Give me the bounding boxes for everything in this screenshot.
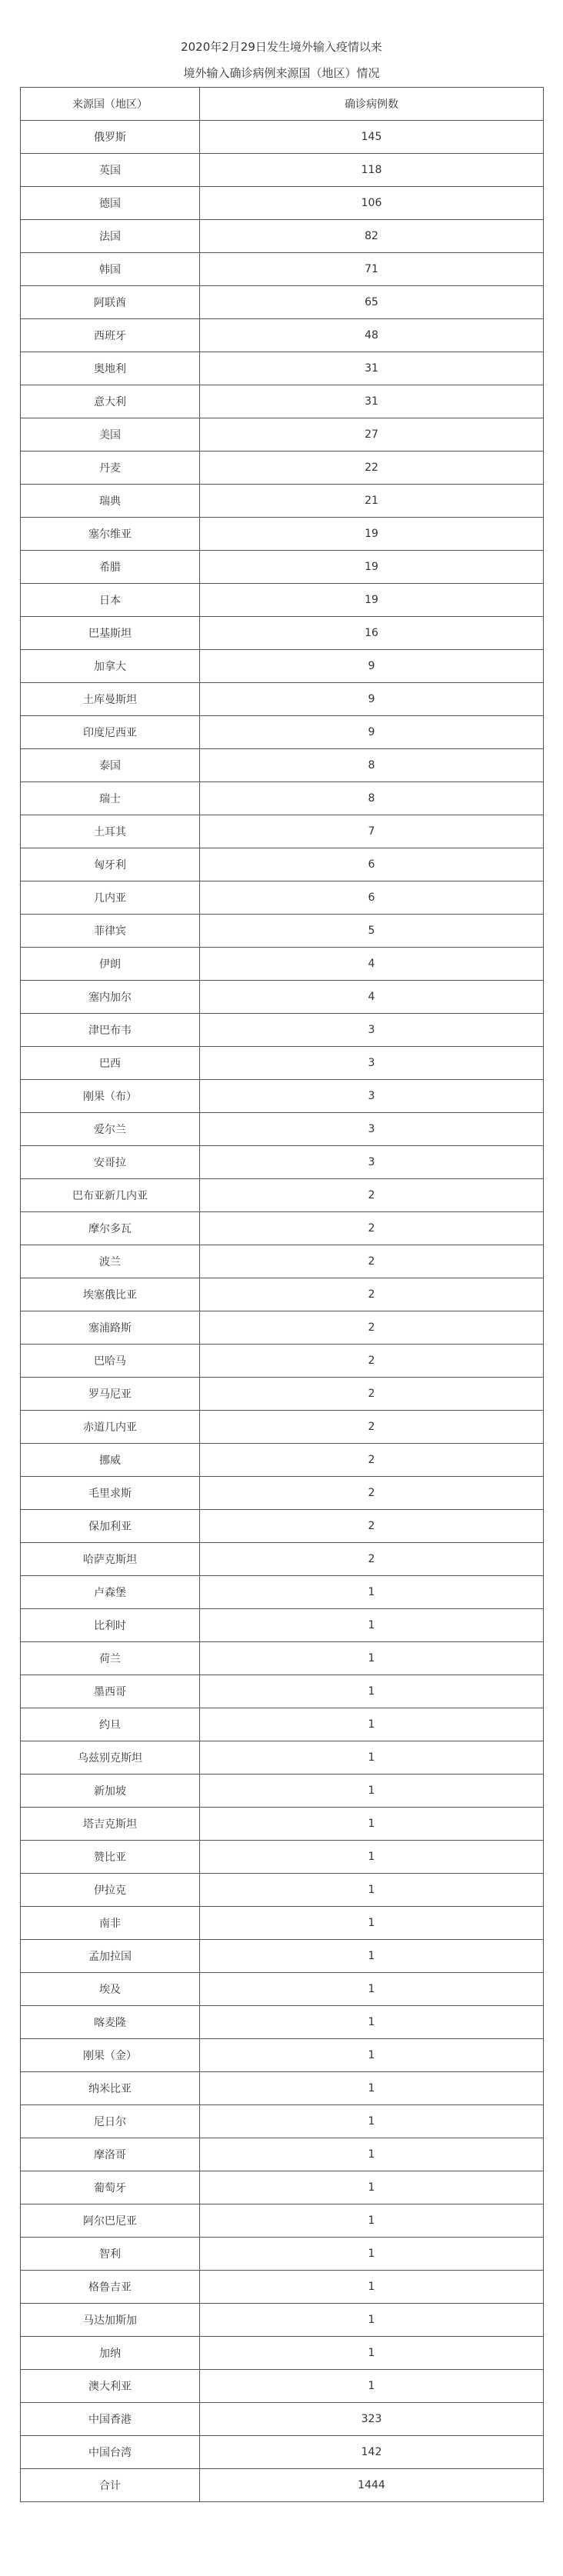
case-count-cell: 27: [200, 418, 544, 452]
case-count-cell: 2: [200, 1212, 544, 1245]
case-count-cell: 5: [200, 915, 544, 948]
country-cell: 埃及: [21, 1973, 200, 2006]
table-row: [21, 683, 544, 716]
country-cell: 瑞典: [21, 485, 200, 518]
case-count-cell: 1: [200, 1775, 544, 1808]
column-header-country: 来源国（地区）: [21, 88, 200, 121]
case-count-cell: 323: [200, 2403, 544, 2436]
case-count-cell: 9: [200, 716, 544, 749]
table-row: [21, 485, 544, 518]
case-count-cell: 2: [200, 1543, 544, 1576]
table-row: [21, 2039, 544, 2072]
case-count-cell: 1: [200, 2039, 544, 2072]
case-count-cell: 21: [200, 485, 544, 518]
table-row: [21, 2138, 544, 2171]
table-row: [21, 154, 544, 187]
country-cell: 卢森堡: [21, 1576, 200, 1609]
table-row: [21, 981, 544, 1014]
document-subtitle: 境外输入确诊病例来源国（地区）情况: [183, 66, 380, 80]
table-row: [21, 1940, 544, 1973]
country-cell: 荷兰: [21, 1642, 200, 1675]
table-row: [21, 1609, 544, 1642]
country-cell: 毛里求斯: [21, 1477, 200, 1510]
case-count-cell: 1: [200, 2204, 544, 2238]
table-row: [21, 2469, 544, 2502]
table-row: [21, 551, 544, 584]
country-cell: 津巴布韦: [21, 1014, 200, 1047]
case-count-cell: 16: [200, 617, 544, 650]
country-cell: 安哥拉: [21, 1146, 200, 1179]
case-count-cell: 19: [200, 584, 544, 617]
country-cell: 加拿大: [21, 650, 200, 683]
table-row: [21, 1047, 544, 1080]
table-row: [21, 650, 544, 683]
country-cell: 塞浦路斯: [21, 1311, 200, 1345]
country-cell: 乌兹别克斯坦: [21, 1741, 200, 1775]
table-row: [21, 352, 544, 385]
table-row: [21, 2105, 544, 2138]
country-cell: 爱尔兰: [21, 1113, 200, 1146]
case-count-cell: 2: [200, 1510, 544, 1543]
table-row: [21, 2304, 544, 2337]
table-row: [21, 220, 544, 253]
case-count-cell: 1: [200, 1741, 544, 1775]
table-row: [21, 452, 544, 485]
table-row: [21, 286, 544, 319]
case-count-cell: 1: [200, 2006, 544, 2039]
table-row: [21, 1576, 544, 1609]
case-count-cell: 1444: [200, 2469, 544, 2502]
case-count-cell: 142: [200, 2436, 544, 2469]
table-row: [21, 1808, 544, 1841]
case-count-cell: 1: [200, 2171, 544, 2204]
case-count-cell: 4: [200, 948, 544, 981]
country-cell: 刚果（金）: [21, 2039, 200, 2072]
case-count-cell: 1: [200, 1642, 544, 1675]
case-count-cell: 4: [200, 981, 544, 1014]
country-cell: 菲律宾: [21, 915, 200, 948]
country-cell: 西班牙: [21, 319, 200, 352]
case-count-cell: 1: [200, 1874, 544, 1907]
table-row: [21, 1675, 544, 1708]
table-row: [21, 617, 544, 650]
country-cell: 孟加拉国: [21, 1940, 200, 1973]
table-row: [21, 2072, 544, 2105]
country-cell: 约旦: [21, 1708, 200, 1741]
country-cell: 赤道几内亚: [21, 1411, 200, 1444]
column-header-cases: 确诊病例数: [200, 88, 544, 121]
case-count-cell: 31: [200, 352, 544, 385]
country-cell: 巴西: [21, 1047, 200, 1080]
country-cell: 葡萄牙: [21, 2171, 200, 2204]
country-cell: 塞内加尔: [21, 981, 200, 1014]
table-row: [21, 2238, 544, 2271]
country-cell: 瑞士: [21, 782, 200, 815]
country-cell: 伊拉克: [21, 1874, 200, 1907]
country-cell: 喀麦隆: [21, 2006, 200, 2039]
country-cell: 哈萨克斯坦: [21, 1543, 200, 1576]
country-cell: 法国: [21, 220, 200, 253]
country-cell: 罗马尼亚: [21, 1378, 200, 1411]
country-cell: 奥地利: [21, 352, 200, 385]
table-row: [21, 253, 544, 286]
case-count-cell: 1: [200, 1907, 544, 1940]
case-count-cell: 106: [200, 187, 544, 220]
case-count-cell: 1: [200, 2138, 544, 2171]
country-cell: 澳大利亚: [21, 2370, 200, 2403]
table-row: [21, 1179, 544, 1212]
country-cell: 土库曼斯坦: [21, 683, 200, 716]
country-cell: 波兰: [21, 1245, 200, 1278]
country-cell: 巴布亚新几内亚: [21, 1179, 200, 1212]
case-count-cell: 9: [200, 683, 544, 716]
table-row: [21, 319, 544, 352]
table-row: [21, 1775, 544, 1808]
country-cell: 巴基斯坦: [21, 617, 200, 650]
case-count-cell: 1: [200, 2337, 544, 2370]
country-cell: 巴哈马: [21, 1345, 200, 1378]
case-count-cell: 3: [200, 1113, 544, 1146]
country-cell: 印度尼西亚: [21, 716, 200, 749]
case-count-cell: 1: [200, 2238, 544, 2271]
country-cell: 纳米比亚: [21, 2072, 200, 2105]
country-cell: 韩国: [21, 253, 200, 286]
table-row: [21, 1014, 544, 1047]
table-row: [21, 1973, 544, 2006]
country-cell: 英国: [21, 154, 200, 187]
country-cell: 中国台湾: [21, 2436, 200, 2469]
case-count-cell: 82: [200, 220, 544, 253]
table-row: [21, 1311, 544, 1345]
case-count-cell: 1: [200, 1576, 544, 1609]
country-cell: 比利时: [21, 1609, 200, 1642]
case-count-cell: 19: [200, 551, 544, 584]
case-count-cell: 9: [200, 650, 544, 683]
table-row: [21, 1113, 544, 1146]
case-count-cell: 1: [200, 1609, 544, 1642]
table-row: [21, 2370, 544, 2403]
case-count-cell: 1: [200, 2370, 544, 2403]
table-row: [21, 1874, 544, 1907]
table-row: [21, 1741, 544, 1775]
table-row: [21, 782, 544, 815]
case-count-cell: 1: [200, 2271, 544, 2304]
case-count-cell: 8: [200, 782, 544, 815]
table-row: [21, 1146, 544, 1179]
country-cell: 刚果（布）: [21, 1080, 200, 1113]
case-count-cell: 71: [200, 253, 544, 286]
source-country-table: [20, 87, 544, 2502]
case-count-cell: 145: [200, 121, 544, 154]
country-cell: 挪威: [21, 1444, 200, 1477]
country-cell: 阿尔巴尼亚: [21, 2204, 200, 2238]
country-cell: 保加利亚: [21, 1510, 200, 1543]
country-cell: 马达加斯加: [21, 2304, 200, 2337]
table-row: [21, 1212, 544, 1245]
case-count-cell: 1: [200, 2072, 544, 2105]
country-cell: 南非: [21, 1907, 200, 1940]
case-count-cell: 2: [200, 1179, 544, 1212]
table-row: [21, 584, 544, 617]
country-cell: 摩洛哥: [21, 2138, 200, 2171]
country-cell: 摩尔多瓦: [21, 1212, 200, 1245]
case-count-cell: 2: [200, 1278, 544, 1311]
case-count-cell: 1: [200, 2304, 544, 2337]
country-cell: 塔吉克斯坦: [21, 1808, 200, 1841]
table-row: [21, 1477, 544, 1510]
table-row: [21, 1543, 544, 1576]
country-cell: 希腊: [21, 551, 200, 584]
table-row: [21, 915, 544, 948]
country-cell: 塞尔维亚: [21, 518, 200, 551]
case-count-cell: 1: [200, 2105, 544, 2138]
table-row: [21, 1345, 544, 1378]
table-row: [21, 2006, 544, 2039]
table-row: [21, 716, 544, 749]
table-row: [21, 1378, 544, 1411]
case-count-cell: 1: [200, 1940, 544, 1973]
country-cell: 日本: [21, 584, 200, 617]
table-row: [21, 2403, 544, 2436]
table-row: [21, 187, 544, 220]
case-count-cell: 31: [200, 385, 544, 418]
country-cell: 赞比亚: [21, 1841, 200, 1874]
case-count-cell: 2: [200, 1378, 544, 1411]
country-cell: 墨西哥: [21, 1675, 200, 1708]
case-count-cell: 6: [200, 848, 544, 881]
case-count-cell: 8: [200, 749, 544, 782]
country-cell: 丹麦: [21, 452, 200, 485]
case-count-cell: 2: [200, 1444, 544, 1477]
table-row: [21, 1411, 544, 1444]
case-count-cell: 7: [200, 815, 544, 848]
table-body: [21, 88, 544, 2502]
case-count-cell: 3: [200, 1014, 544, 1047]
case-count-cell: 6: [200, 881, 544, 915]
table-row: [21, 418, 544, 452]
country-cell: 德国: [21, 187, 200, 220]
country-cell: 几内亚: [21, 881, 200, 915]
case-count-cell: 1: [200, 1973, 544, 2006]
country-cell: 伊朗: [21, 948, 200, 981]
table-row: [21, 2204, 544, 2238]
case-count-cell: 3: [200, 1146, 544, 1179]
case-count-cell: 2: [200, 1477, 544, 1510]
case-count-cell: 1: [200, 1808, 544, 1841]
table-row: [21, 1907, 544, 1940]
table-row: [21, 121, 544, 154]
country-cell: 合计: [21, 2469, 200, 2502]
country-cell: 尼日尔: [21, 2105, 200, 2138]
country-cell: 俄罗斯: [21, 121, 200, 154]
country-cell: 美国: [21, 418, 200, 452]
table-row: [21, 1841, 544, 1874]
table-row: [21, 1642, 544, 1675]
table-row: [21, 1510, 544, 1543]
table-row: [21, 815, 544, 848]
table-row: [21, 749, 544, 782]
case-count-cell: 1: [200, 1841, 544, 1874]
case-count-cell: 22: [200, 452, 544, 485]
country-cell: 阿联酋: [21, 286, 200, 319]
table-row: [21, 2436, 544, 2469]
case-count-cell: 2: [200, 1411, 544, 1444]
table-row: [21, 1245, 544, 1278]
case-count-cell: 1: [200, 1708, 544, 1741]
document-title: 2020年2月29日发生境外输入疫情以来: [181, 40, 382, 54]
table-row: [21, 1278, 544, 1311]
table-row: [21, 948, 544, 981]
case-count-cell: 2: [200, 1345, 544, 1378]
country-cell: 土耳其: [21, 815, 200, 848]
country-cell: 新加坡: [21, 1775, 200, 1808]
case-count-cell: 118: [200, 154, 544, 187]
table-row: [21, 1080, 544, 1113]
case-count-cell: 2: [200, 1245, 544, 1278]
country-cell: 智利: [21, 2238, 200, 2271]
country-cell: 意大利: [21, 385, 200, 418]
table-row: [21, 1444, 544, 1477]
country-cell: 埃塞俄比亚: [21, 1278, 200, 1311]
table-header-row: [21, 88, 544, 121]
table-row: [21, 2271, 544, 2304]
case-count-cell: 65: [200, 286, 544, 319]
table-row: [21, 518, 544, 551]
table-row: [21, 1708, 544, 1741]
case-count-cell: 3: [200, 1047, 544, 1080]
country-cell: 格鲁吉亚: [21, 2271, 200, 2304]
country-cell: 加纳: [21, 2337, 200, 2370]
case-count-cell: 48: [200, 319, 544, 352]
case-count-cell: 1: [200, 1675, 544, 1708]
table-row: [21, 881, 544, 915]
country-cell: 匈牙利: [21, 848, 200, 881]
table-row: [21, 848, 544, 881]
table-row: [21, 385, 544, 418]
country-cell: 中国香港: [21, 2403, 200, 2436]
table-row: [21, 2337, 544, 2370]
case-count-cell: 2: [200, 1311, 544, 1345]
case-count-cell: 3: [200, 1080, 544, 1113]
table-row: [21, 2171, 544, 2204]
case-count-cell: 19: [200, 518, 544, 551]
country-cell: 泰国: [21, 749, 200, 782]
